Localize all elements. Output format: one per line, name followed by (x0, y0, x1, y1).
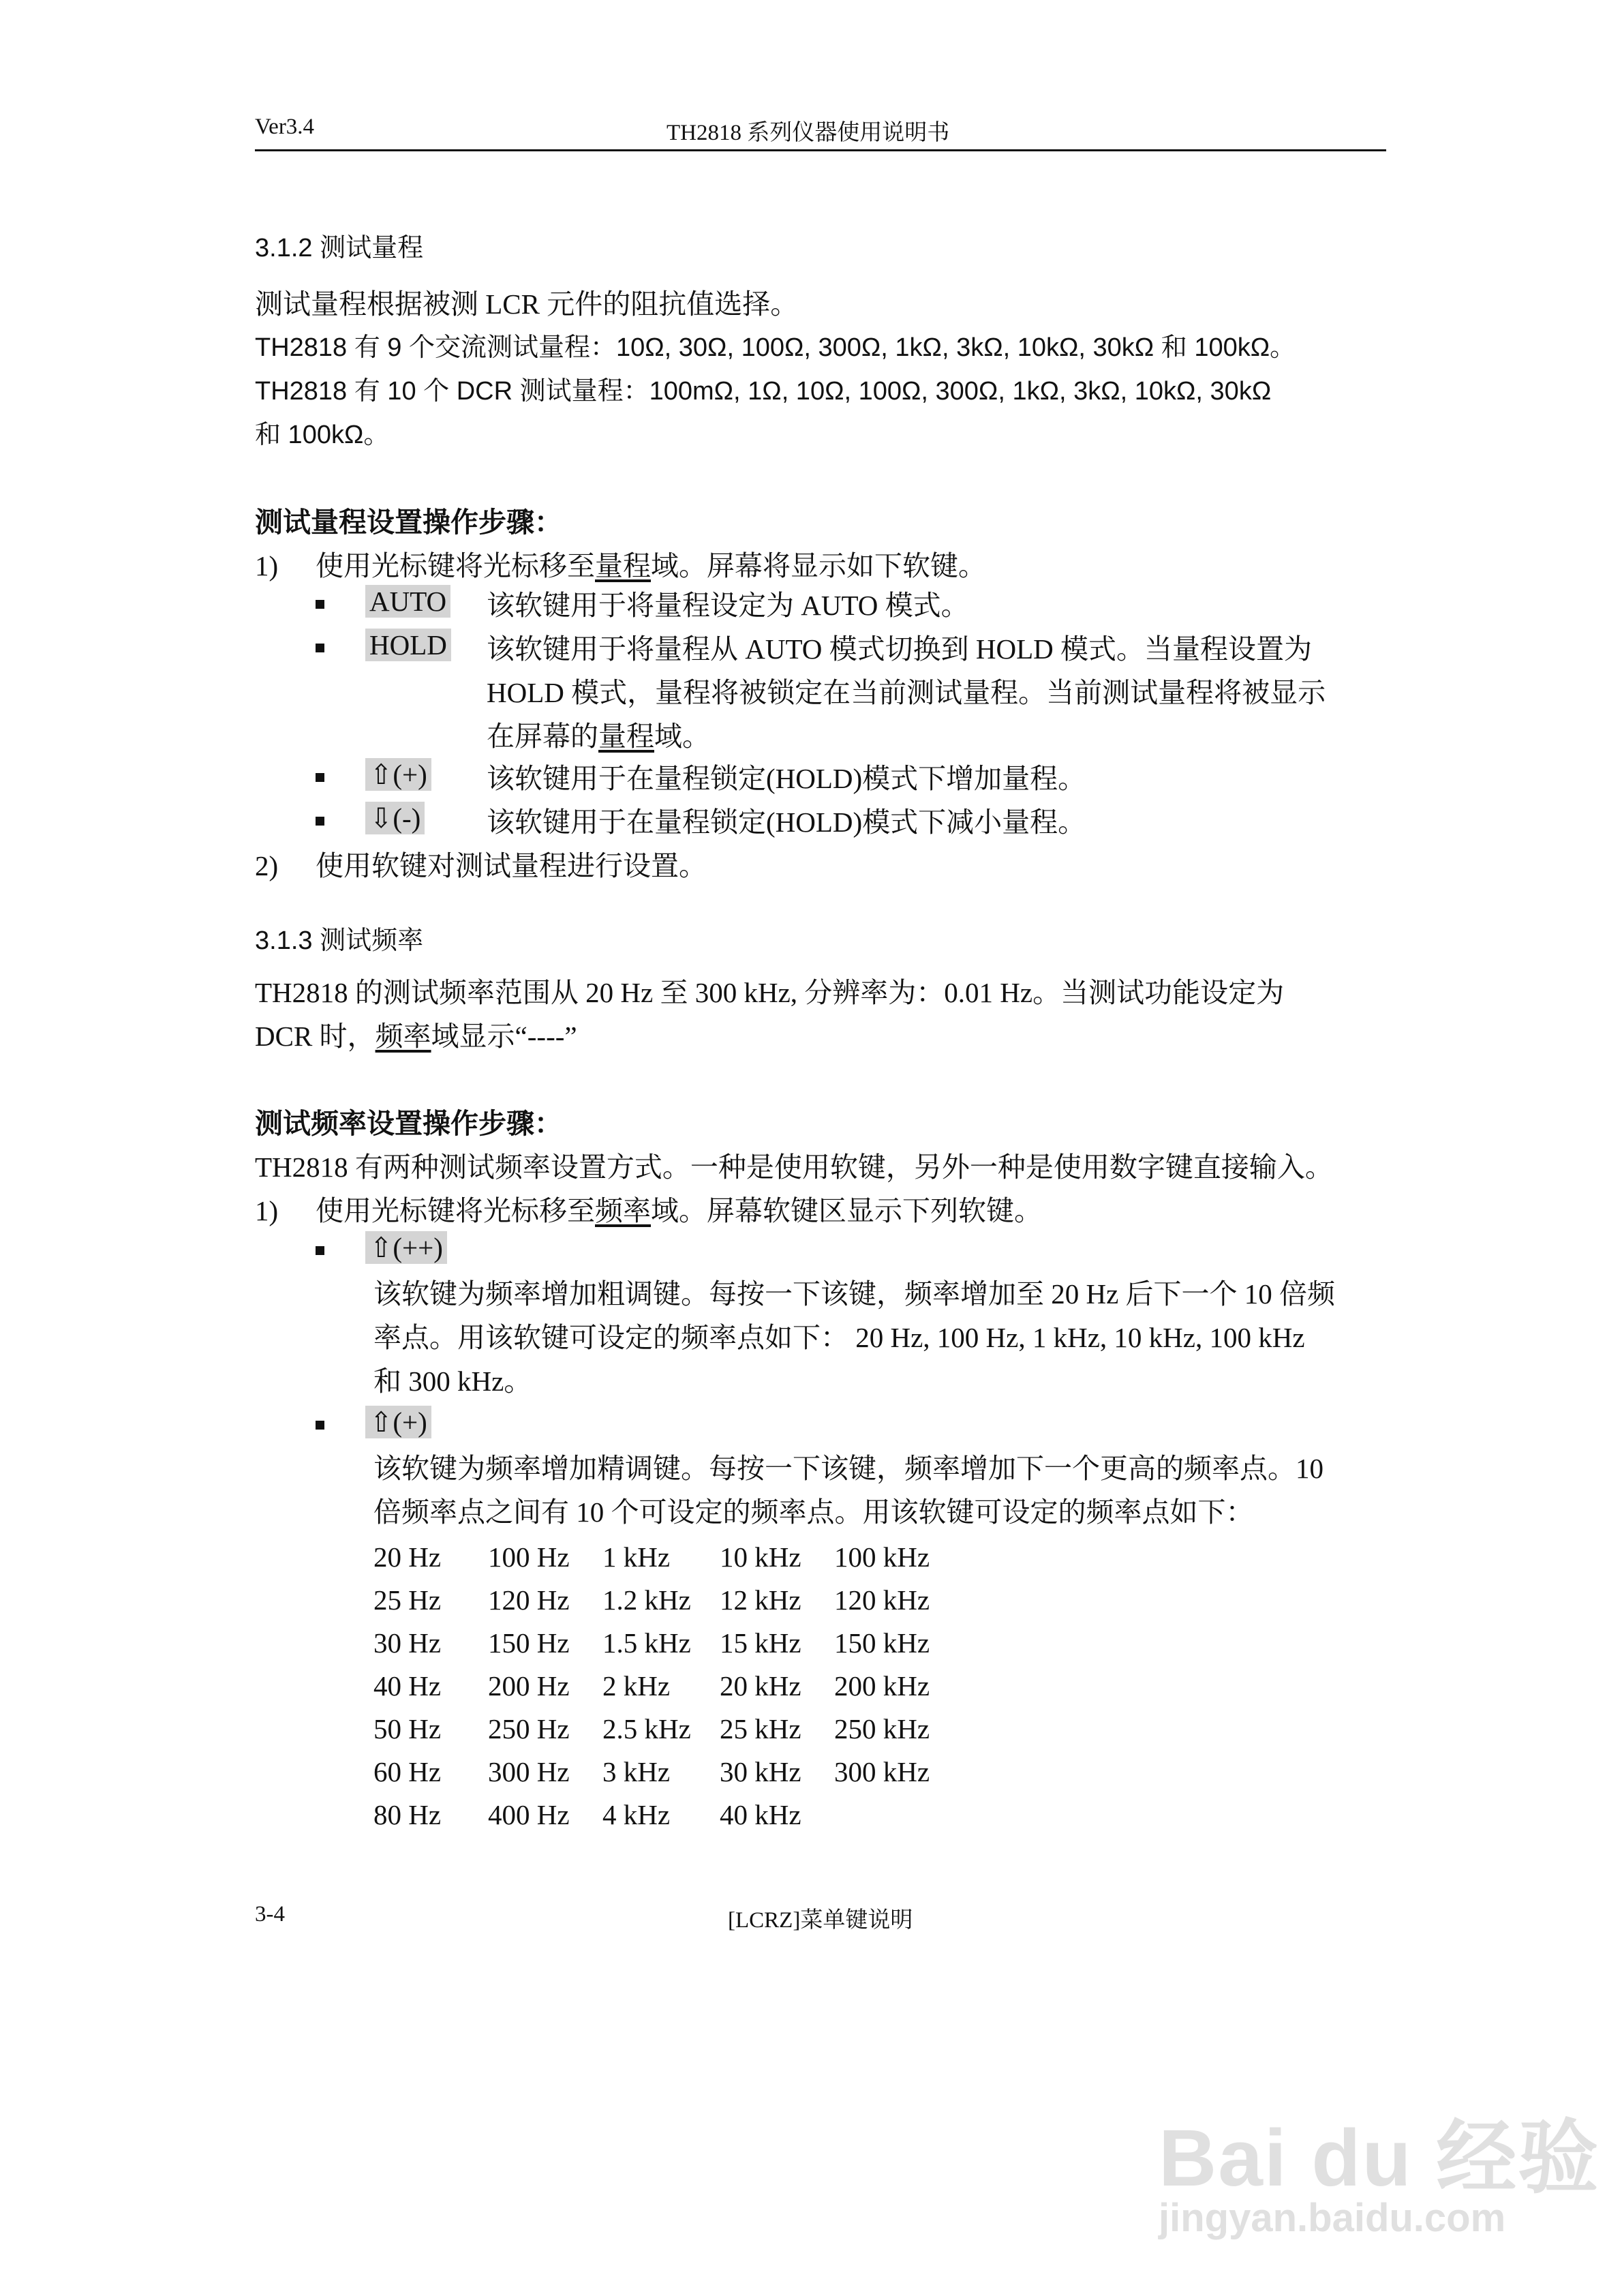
range-step1-number: 1) (255, 550, 279, 581)
range-steps-title: 测试量程设置操作步骤： (255, 507, 562, 538)
freq-cell: 10 kHz (720, 1541, 801, 1573)
table-row (373, 1750, 930, 1793)
softkey-range-down[interactable]: ⇩(-) (365, 802, 425, 834)
footer-page-number: 3-4 (255, 1902, 285, 1927)
table-row (373, 1707, 930, 1750)
freq-cell: 50 Hz (373, 1712, 442, 1744)
bullet-icon (316, 1421, 324, 1430)
freq-cell: 400 Hz (488, 1798, 570, 1830)
freq-cell: 250 kHz (834, 1712, 930, 1744)
freq-cell: 150 kHz (834, 1627, 930, 1659)
freq-cell: 15 kHz (720, 1627, 801, 1659)
freq-cell: 30 Hz (373, 1627, 442, 1659)
freq-cell: 4 kHz (602, 1798, 671, 1830)
bullet-icon (316, 644, 324, 652)
hold-desc3-pre: 在屏幕的 (487, 721, 598, 752)
freq-cell: 80 Hz (373, 1798, 442, 1830)
freq-cell: 100 kHz (834, 1541, 930, 1573)
freq-cell: 250 Hz (488, 1712, 570, 1744)
paragraph-dcr-ranges: TH2818 有 10 个 DCR 测试量程：100mΩ, 1Ω, 10Ω, 100Ω, 300Ω, 1kΩ, 3kΩ, 10kΩ, 30kΩ (255, 377, 1272, 406)
freq-cell: 1 kHz (602, 1541, 671, 1573)
freq-p2-post: 域显示“----” (431, 1021, 577, 1052)
softkey-freq-fine-up[interactable]: ⇧(+) (365, 1406, 431, 1438)
freq-cell (834, 1793, 930, 1836)
freq-cell: 30 kHz (720, 1755, 801, 1787)
freq-step1-number: 1) (255, 1195, 279, 1226)
header-version: Ver3.4 (255, 115, 315, 139)
coarse-desc-line2: 率点。用该软键可设定的频率点如下： 20 Hz, 100 Hz, 1 kHz, 10 kHz, 100 kHz (373, 1322, 1305, 1353)
freq-cell: 120 kHz (834, 1584, 930, 1616)
paragraph-ac-ranges: TH2818 有 9 个交流测试量程：10Ω, 30Ω, 100Ω, 300Ω, 1kΩ, 3kΩ, 10kΩ, 30kΩ 和 100kΩ。 (255, 333, 1296, 362)
header-title: TH2818 系列仪器使用说明书 (667, 121, 950, 145)
freq-cell: 3 kHz (602, 1755, 671, 1787)
bullet-icon (316, 600, 324, 609)
freq-cell: 120 Hz (488, 1584, 570, 1616)
range-step1-post: 域。屏幕将显示如下软键。 (651, 550, 986, 581)
freq-steps-title: 测试频率设置操作步骤： (255, 1108, 562, 1139)
freq-cell: 2.5 kHz (602, 1712, 691, 1744)
freq-cell: 200 Hz (488, 1670, 570, 1702)
paragraph-dcr-ranges-cont: 和 100kΩ。 (255, 421, 390, 449)
range-field-ref: 量程 (598, 721, 654, 752)
softkey-auto[interactable]: AUTO (365, 585, 450, 618)
freq-methods-intro: TH2818 有两种测试频率设置方式。一种是使用软键，另外一种是使用数字键直接输入。 (255, 1151, 1333, 1183)
freq-cell: 12 kHz (720, 1584, 801, 1616)
bullet-icon (316, 773, 324, 782)
softkey-range-up[interactable]: ⇧(+) (365, 758, 431, 791)
paragraph-range-intro: 测试量程根据被测 LCR 元件的阻抗值选择。 (255, 288, 799, 320)
section-heading-3-1-2: 3.1.2 测试量程 (255, 234, 424, 262)
freq-cell: 20 Hz (373, 1541, 442, 1573)
freq-cell: 2 kHz (602, 1670, 671, 1702)
softkey-range-up-desc: 该软键用于在量程锁定(HOLD)模式下增加量程。 (487, 763, 1086, 794)
freq-step1-pre: 使用光标键将光标移至 (316, 1195, 595, 1226)
coarse-desc-line3: 和 300 kHz。 (373, 1365, 532, 1397)
baidu-watermark-logo: Bai du 经验 (1159, 2113, 1600, 2203)
freq-p2-pre: DCR 时， (255, 1021, 376, 1052)
freq-cell: 300 kHz (834, 1755, 930, 1787)
freq-cell: 25 Hz (373, 1584, 442, 1616)
softkey-freq-coarse-up[interactable]: ⇧(++) (365, 1231, 447, 1264)
freq-step1-post: 域。屏幕软键区显示下列软键。 (651, 1195, 1042, 1226)
freq-cell: 20 kHz (720, 1670, 801, 1702)
bullet-icon (316, 1246, 324, 1255)
softkey-hold-desc-line2: HOLD 模式，量程将被锁定在当前测试量程。当前测试量程将被显示 (487, 677, 1326, 708)
freq-cell: 200 kHz (834, 1670, 930, 1702)
freq-cell: 300 Hz (488, 1755, 570, 1787)
freq-paragraph-line1: TH2818 的测试频率范围从 20 Hz 至 300 kHz, 分辨率为：0.01 Hz。当测试功能设定为 (255, 977, 1285, 1008)
softkey-hold-desc-line1: 该软键用于将量程从 AUTO 模式切换到 HOLD 模式。当量程设置为 (487, 633, 1312, 665)
freq-paragraph-line2 (255, 1014, 577, 1058)
freq-step1-text (316, 1189, 1042, 1233)
freq-cell: 1.2 kHz (602, 1584, 691, 1616)
softkey-hold-desc-line3 (487, 714, 710, 758)
freq-cell: 25 kHz (720, 1712, 801, 1744)
coarse-desc-line1: 该软键为频率增加粗调键。每按一下该键，频率增加至 20 Hz 后下一个 10 倍频 (373, 1278, 1336, 1310)
freq-cell: 40 Hz (373, 1670, 442, 1702)
freq-cell: 100 Hz (488, 1541, 570, 1573)
freq-cell: 150 Hz (488, 1627, 570, 1659)
fine-desc-line2: 倍频率点之间有 10 个可设定的频率点。用该软键可设定的频率点如下： (373, 1496, 1254, 1528)
freq-field-ref: 频率 (375, 1021, 431, 1052)
softkey-hold[interactable]: HOLD (365, 629, 451, 661)
freq-cell: 1.5 kHz (602, 1627, 691, 1659)
range-step1-text (316, 544, 986, 588)
bullet-icon (316, 817, 324, 826)
footer-title: [LCRZ]菜单键说明 (728, 1908, 913, 1933)
range-field-ref: 量程 (595, 550, 651, 581)
softkey-range-down-desc: 该软键用于在量程锁定(HOLD)模式下减小量程。 (487, 806, 1086, 838)
range-step1-pre: 使用光标键将光标移至 (316, 550, 595, 581)
range-step2-number: 2) (255, 850, 279, 881)
section-heading-3-1-3: 3.1.3 测试频率 (255, 926, 424, 955)
baidu-watermark-url: jingyan.baidu.com (1159, 2196, 1506, 2240)
softkey-auto-desc: 该软键用于将量程设定为 AUTO 模式。 (487, 590, 969, 621)
freq-field-ref: 频率 (595, 1195, 651, 1226)
range-step2-text: 使用软键对测试量程进行设置。 (316, 850, 707, 881)
table-row (373, 1578, 930, 1621)
table-row (373, 1621, 930, 1664)
table-row (373, 1535, 930, 1578)
table-row (373, 1793, 930, 1836)
freq-cell: 60 Hz (373, 1755, 442, 1787)
freq-cell: 40 kHz (720, 1798, 801, 1830)
hold-desc3-post: 域。 (654, 721, 710, 752)
frequency-points-table (373, 1535, 930, 1836)
table-row (373, 1664, 930, 1707)
header-rule (255, 149, 1386, 151)
fine-desc-line1: 该软键为频率增加精调键。每按一下该键，频率增加下一个更高的频率点。10 (373, 1453, 1323, 1484)
